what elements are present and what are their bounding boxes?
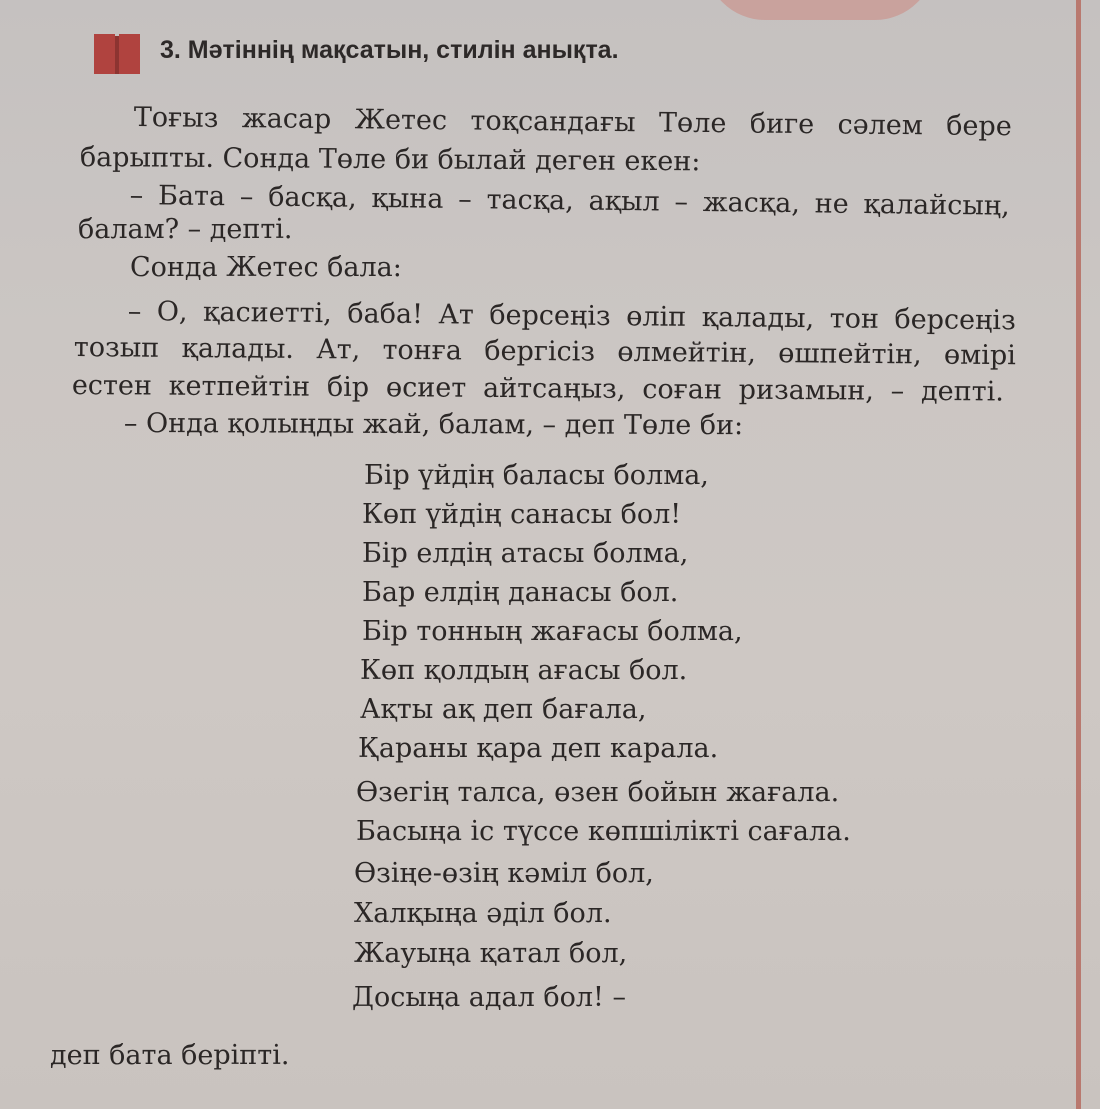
- poem-line: Халқыңа әділ бол.: [354, 898, 612, 929]
- poem-line: Ақты ақ деп бағала,: [360, 694, 647, 725]
- poem-line: Көп қолдың ағасы бол.: [360, 655, 688, 686]
- task-title: 3. Мәтіннің мақсатын, стилін анықта.: [160, 36, 619, 64]
- book-icon: [92, 32, 142, 76]
- poem-line: Басыңа іс түссе көпшілікті сағала.: [356, 816, 851, 847]
- prose-line: Тоғыз жасар Жетес тоқсандағы Төле биге сәлем бере: [133, 101, 1012, 143]
- page-edge-line: [1076, 0, 1081, 1109]
- poem-line: Өзіңе-өзің кәміл бол,: [354, 858, 654, 889]
- closing-line: деп бата беріпті.: [50, 1040, 290, 1071]
- prose-line: естен кетпейтін бір өсиет айтсаңыз, соған ризамын, – депті.: [71, 369, 1004, 408]
- poem-line: Бар елдің данасы бол.: [362, 577, 679, 608]
- prose-line: барыпты. Сонда Төле би былай деген екен:: [79, 141, 701, 178]
- poem-line: Бір тонның жағасы болма,: [362, 616, 743, 647]
- prose-line: – Онда қолыңды жай, балам, – деп Төле би:: [123, 408, 744, 442]
- poem-line: Досыңа адал бол! –: [352, 982, 626, 1013]
- poem-line: Өзегің талса, өзен бойын жағала.: [356, 777, 840, 808]
- poem-line: Жауыңа қатал бол,: [354, 938, 628, 969]
- prose-line: балам? – депті.: [78, 214, 293, 245]
- decorative-circle: [705, 0, 935, 20]
- poem-line: Көп үйдің санасы бол!: [362, 499, 682, 530]
- poem-line: Бір елдің атасы болма,: [362, 538, 689, 569]
- prose-line: – О, қасиетті, баба! Ат берсеңіз өліп қалады, тон берсеңіз: [127, 295, 1016, 337]
- poem-line: Бір үйдің баласы болма,: [364, 460, 709, 491]
- poem-line: Қараны қара деп карала.: [358, 733, 719, 764]
- prose-line: Сонда Жетес бала:: [130, 252, 402, 283]
- prose-line: тозып қалады. Ат, тонға бергісіз өлмейтін, өшпейтін, өмірі: [73, 331, 1016, 372]
- prose-line: – Бата – басқа, қына – тасқа, ақыл – жасқа, не қалайсың,: [129, 179, 1010, 222]
